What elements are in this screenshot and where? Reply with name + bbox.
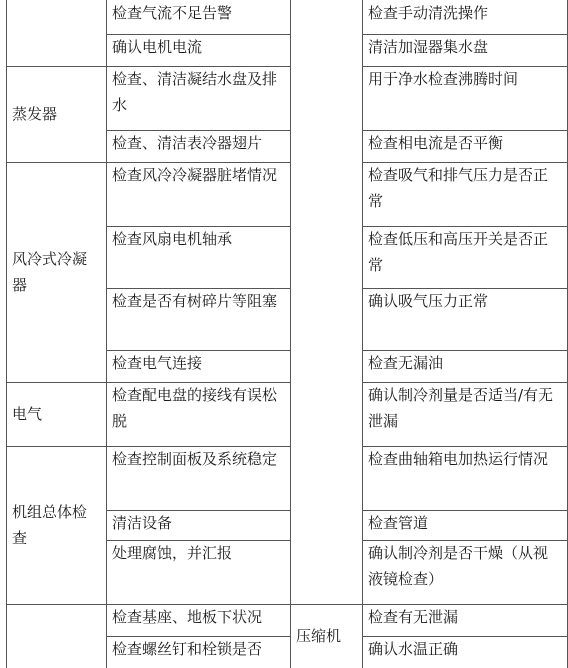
grid-line xyxy=(6,162,106,163)
left-group-cell: 机组总体检查 xyxy=(12,503,88,547)
left-item-cell: 检查配电盘的接线有误松脱 xyxy=(112,386,278,430)
grid-line xyxy=(362,446,568,447)
grid-line xyxy=(106,604,290,605)
left-item-cell: 检查风冷冷凝器脏堵情况 xyxy=(112,166,278,184)
grid-line xyxy=(106,226,290,227)
grid-line xyxy=(362,382,568,383)
grid-line xyxy=(106,540,290,541)
right-item-cell: 检查低压和高压开关是否正常 xyxy=(368,230,549,274)
left-item-cell: 检查电气连接 xyxy=(112,354,203,372)
right-item-cell: 检查管道 xyxy=(368,514,429,532)
left-item-cell: 检查气流不足告警 xyxy=(112,4,233,22)
grid-line xyxy=(362,162,568,163)
grid-line xyxy=(362,226,568,227)
grid-line xyxy=(106,510,290,511)
grid-line xyxy=(106,130,290,131)
grid-line xyxy=(362,604,568,605)
grid-line xyxy=(362,0,363,668)
left-group-cell: 风冷式冷凝器 xyxy=(12,250,88,294)
right-group-cell xyxy=(290,0,362,604)
left-item-cell: 处理腐蚀，并汇报 xyxy=(112,544,233,562)
right-item-cell: 清洁加湿器集水盘 xyxy=(368,38,489,56)
grid-line xyxy=(106,382,290,383)
grid-line xyxy=(6,604,106,605)
left-item-cell: 确认电机电流 xyxy=(112,38,203,56)
grid-line xyxy=(6,66,106,67)
grid-line xyxy=(362,350,568,351)
grid-line xyxy=(6,382,106,383)
left-group-cell xyxy=(6,604,106,668)
left-item-cell: 检查、清洁凝结水盘及排水 xyxy=(112,70,278,114)
right-item-cell: 用于净水检查沸腾时间 xyxy=(368,70,519,88)
right-item-cell: 检查吸气和排气压力是否正常 xyxy=(368,166,549,210)
right-item-cell: 检查曲轴箱电加热运行情况 xyxy=(368,450,549,468)
left-group-cell xyxy=(6,0,106,66)
grid-line xyxy=(106,446,290,447)
left-item-cell: 检查、清洁表冷器翅片 xyxy=(112,134,263,152)
grid-line xyxy=(106,162,290,163)
grid-line xyxy=(362,66,568,67)
grid-line xyxy=(106,288,290,289)
right-item-cell: 确认水温正确 xyxy=(368,640,459,658)
right-item-cell: 检查有无泄漏 xyxy=(368,608,459,626)
grid-line xyxy=(6,446,106,447)
grid-line xyxy=(362,34,568,35)
left-item-cell: 检查控制面板及系统稳定 xyxy=(112,450,278,468)
grid-line xyxy=(362,130,568,131)
right-item-cell: 确认制冷剂量是否适当/有无泄漏 xyxy=(368,386,554,430)
left-item-cell: 检查螺丝钉和栓锁是否 xyxy=(112,640,263,658)
right-group-cell: 压缩机 xyxy=(296,627,342,645)
left-group-cell: 电气 xyxy=(12,405,43,423)
grid-line xyxy=(362,636,568,637)
grid-line xyxy=(362,288,568,289)
grid-line xyxy=(106,0,107,668)
grid-line xyxy=(290,604,362,605)
right-item-cell: 确认吸气压力正常 xyxy=(368,292,489,310)
left-item-cell: 检查是否有树碎片等阻塞 xyxy=(112,292,278,310)
right-item-cell: 检查相电流是否平衡 xyxy=(368,134,504,152)
grid-line xyxy=(106,350,290,351)
grid-line xyxy=(362,510,568,511)
right-item-cell: 检查无漏油 xyxy=(368,354,444,372)
grid-line xyxy=(290,0,291,668)
grid-line xyxy=(6,0,7,668)
grid-line xyxy=(106,34,290,35)
grid-line xyxy=(362,540,568,541)
right-item-cell: 检查手动清洗操作 xyxy=(368,4,489,22)
grid-line xyxy=(106,66,290,67)
left-item-cell: 检查基座、地板下状况 xyxy=(112,608,263,626)
left-group-cell: 蒸发器 xyxy=(12,105,58,123)
grid-line xyxy=(106,636,290,637)
left-item-cell: 清洁设备 xyxy=(112,514,173,532)
left-item-cell: 检查风扇电机轴承 xyxy=(112,230,233,248)
right-item-cell: 确认制冷剂是否干燥（从视液镜检查） xyxy=(368,544,549,588)
